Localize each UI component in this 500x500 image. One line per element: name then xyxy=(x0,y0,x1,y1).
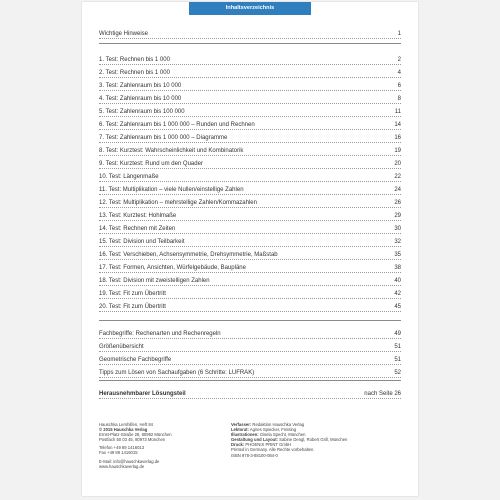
toc-entry xyxy=(99,82,401,91)
toc-entry-title: Größenübersicht xyxy=(99,344,144,350)
toc-entry xyxy=(99,303,401,312)
imprint-line: Lektorat: Agnes Spiecker, Freising xyxy=(231,427,297,433)
toc-entry-title: 13. Test: Kurztest: Hohlmaße xyxy=(99,213,177,219)
imprint-line: © 2015 Hauschka Verlag xyxy=(99,427,148,433)
toc-entry-page: 11 xyxy=(394,109,401,115)
imprint-line: Ernst-Platz-Straße 28, 80992 München xyxy=(99,432,172,438)
page-title: Inhaltsverzeichnis xyxy=(189,2,311,15)
toc-entry xyxy=(99,277,401,286)
toc-entry-title: 14. Test: Rechnen mit Zeiten xyxy=(99,226,176,232)
toc-entry-page: 1 xyxy=(397,31,401,37)
toc-entry-title: 2. Test: Rechnen bis 1 000 xyxy=(99,70,170,76)
toc-entry-page: 51 xyxy=(394,357,401,363)
toc-entry-title: Geometrische Fachbegriffe xyxy=(99,357,172,363)
imprint-line: Druck: PHOENIX PRINT GmbH xyxy=(231,442,292,448)
imprint-line: Fax +49 89 1416015 xyxy=(99,450,138,456)
toc-entry xyxy=(99,225,401,234)
toc-entry-title: 19. Test: Fit zum Übertritt xyxy=(99,291,166,297)
toc-entry-page: 6 xyxy=(397,83,401,89)
toc-entry xyxy=(99,199,401,208)
toc-entry xyxy=(99,343,401,352)
imprint-line: Illustrationen: Gisela Specht, München xyxy=(231,432,306,438)
imprint-publisher xyxy=(99,422,229,469)
toc-entry-title: 12. Test: Multiplikation – mehrstellige Zahlen/Kommazahlen xyxy=(99,200,257,206)
toc-entry-title: 15. Test: Division und Teilbarkeit xyxy=(99,239,185,245)
toc-entry-page: 14 xyxy=(394,122,401,128)
toc-entry-title: Wichtige Hinweise xyxy=(99,31,149,37)
toc-entry-page: 22 xyxy=(394,174,401,180)
document-page xyxy=(82,2,418,496)
imprint-line: Hauschka Lernhilfen, Heft 84 xyxy=(99,422,154,427)
toc-entry-page: 52 xyxy=(394,370,401,376)
toc-entry xyxy=(99,69,401,78)
toc-entry-page: 4 xyxy=(397,70,401,76)
toc-entry-page: 51 xyxy=(394,344,401,350)
toc-entry-page: 38 xyxy=(394,265,401,271)
section-divider xyxy=(99,380,401,381)
toc-entry xyxy=(99,121,401,130)
toc-entry xyxy=(99,369,401,378)
toc-entry xyxy=(99,56,401,65)
toc-entry xyxy=(99,134,401,143)
imprint-line: Postfach 50 03 45, 80973 München xyxy=(99,437,166,443)
toc-entry xyxy=(99,330,401,339)
toc-entry-title: 16. Test: Verschieben, Achsensymmetrie, Drehsymmetrie, Maßstab xyxy=(99,252,278,258)
toc-entry-page: 19 xyxy=(394,148,401,154)
toc-entry xyxy=(99,212,401,221)
toc-entry xyxy=(99,238,401,247)
toc-entry-title: Tipps zum Lösen von Sachaufgaben (6 Schritte: LUFRAK) xyxy=(99,370,255,376)
toc-entry-page: nach Seite 26 xyxy=(364,391,401,397)
toc-entry-page: 2 xyxy=(397,57,401,63)
toc-entry-title: 7. Test: Zahlenraum bis 1 000 000 – Diagramme xyxy=(99,135,228,141)
toc-entry-title: 10. Test: Längenmaße xyxy=(99,174,159,180)
toc-entry-title: 5. Test: Zahlenraum bis 100 000 xyxy=(99,109,185,115)
toc-entry-page: 32 xyxy=(394,239,401,245)
toc-entry-title: 4. Test: Zahlenraum bis 10 000 xyxy=(99,96,182,102)
toc-entry xyxy=(99,95,401,104)
toc-entry-page: 49 xyxy=(394,331,401,337)
imprint-line: Printed in Germany. Alle Rechte vorbehalten. xyxy=(231,447,315,453)
toc-entry-page: 35 xyxy=(394,252,401,258)
imprint-line: Verfasser: Redaktion Hauschka Verlag xyxy=(231,422,305,427)
toc-entry-page: 20 xyxy=(394,161,401,167)
toc-entry xyxy=(99,264,401,273)
imprint-line: www.hauschkaverlag.de xyxy=(99,463,145,469)
toc-entry-intro xyxy=(99,30,401,39)
toc-entry xyxy=(99,147,401,156)
toc-entry-page: 29 xyxy=(394,213,401,219)
toc-entry xyxy=(99,108,401,117)
imprint-credits xyxy=(231,422,401,458)
section-divider xyxy=(99,320,401,321)
toc-entry xyxy=(99,290,401,299)
toc-entry-page: 24 xyxy=(394,187,401,193)
toc-entry xyxy=(99,173,401,182)
toc-entry-title: Herausnehmbarer Lösungsteil xyxy=(99,391,186,397)
toc-entry-page: 16 xyxy=(394,135,401,141)
toc-entry xyxy=(99,186,401,195)
toc-entry-page: 30 xyxy=(394,226,401,232)
toc-entry-title: 8. Test: Kurztest: Wahrscheinlichkeit und Kombinatorik xyxy=(99,148,244,154)
imprint-line: Gestaltung und Layout: Sabine Dengl, Robert Grill, München xyxy=(231,437,348,443)
toc-entry-page: 45 xyxy=(394,304,401,310)
toc-entry-title: 20. Test: Fit zum Übertritt xyxy=(99,304,166,310)
toc-entry xyxy=(99,160,401,169)
toc-entry-page: 40 xyxy=(394,278,401,284)
toc-entry-page: 8 xyxy=(397,96,401,102)
toc-entry-title: 6. Test: Zahlenraum bis 1 000 000 – Runden und Rechnen xyxy=(99,122,255,128)
toc-entry-title: Fachbegriffe: Rechenarten und Rechenregeln xyxy=(99,331,221,337)
imprint-line: ISBN 978-3-88100-084-0 xyxy=(231,452,278,458)
imprint-line: Telefon +49 89 1416013 xyxy=(99,445,145,451)
toc-entry-page: 42 xyxy=(394,291,401,297)
toc-entry-title: 3. Test: Zahlenraum bis 10 000 xyxy=(99,83,182,89)
toc-entry-title: 9. Test: Kurztest: Rund um den Quader xyxy=(99,161,203,167)
toc-entry xyxy=(99,356,401,365)
toc-entry-title: 17. Test: Formen, Ansichten, Würfelgebäude, Baupläne xyxy=(99,265,246,271)
toc-entry-title: 18. Test: Division mit zweistelligen Zahlen xyxy=(99,278,210,284)
toc-entry-solutions xyxy=(99,390,401,399)
imprint-line: E-Mail: info@hauschkaverlag.de xyxy=(99,458,160,464)
toc-entry xyxy=(99,251,401,260)
toc-entry-title: 1. Test: Rechnen bis 1 000 xyxy=(99,57,170,63)
section-divider xyxy=(99,43,401,44)
toc-entry-page: 26 xyxy=(394,200,401,206)
toc-entry-title: 11. Test: Multiplikation – viele Nullen/einstellige Zahlen xyxy=(99,187,244,193)
